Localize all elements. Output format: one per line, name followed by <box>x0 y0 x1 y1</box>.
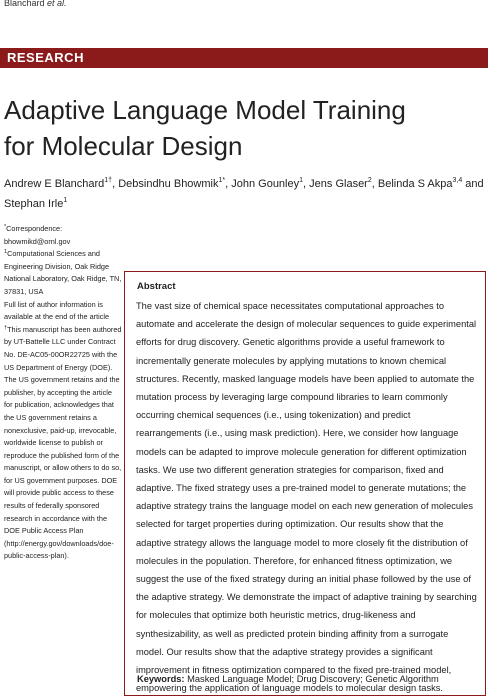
author: Stephan Irle$^1$ <box>4 197 68 210</box>
running-head <box>4 0 67 8</box>
author: John Gounley$^1$, <box>231 177 310 190</box>
paper-title <box>4 92 474 164</box>
title-line-1: Adaptive Language Model Training <box>4 95 406 125</box>
affiliation: $^1$Computational Sciences and Engineering Division, Oak Ridge National Laboratory, Oak Ridge, TN, 37831, USA <box>4 249 122 296</box>
full-list-note: Full list of author information is available at the end of the article <box>4 299 110 322</box>
funding-note: †This manuscript has been authored by UT-Battelle LLC under Contract No. DE-AC05-00OR22725 with the US Department of Energy (DOE). The US government retains and the publisher, by accepting the article for publication, acknowledges that the US government retains a nonexclusive, paid-up, irrevocable, worldwide license to publish or reproduce the published form of the manuscript, or allow others to do so, for US government purposes. DOE will provide public access to these results of federally sponsored research in accordance with the DOE Public Access Plan (http://energy.gov/downloads/doe-public-access-plan). <box>4 324 122 561</box>
running-head-author: Blanchard <box>4 0 45 8</box>
author-info-sidebar <box>4 223 122 563</box>
keywords-label: Keywords: <box>137 674 185 684</box>
abstract-text: The vast size of chemical space necessitates computational approaches to automate and accelerate the design of molecular sequences to guide experimental efforts for drug discovery. Genetic algorithms provide a useful framework to incrementally generate molecules by applying mutations to known chemical structures. Recently, masked language models have been applied to automate the mutation process by leveraging large compound libraries to learn commonly occurring chemical sequences (i.e., using tokenization) and predict rearrangements (i.e., using mask prediction). Here, we consider how language models can be adapted to improve molecule generation for different optimization tasks. We use two different generation strategies for comparison, fixed and adaptive. The fixed strategy uses a pre-trained model to generate mutations; the adaptive strategy trains the language model on each new generation of molecules selected for target properties during optimization. Our results show that the adaptive strategy allows the language model to more closely fit the distribution of molecules in the population. Therefore, for enhanced fitness optimization, we suggest the use of the fixed strategy during an initial phase followed by the use of the adaptive strategy. We demonstrate the impact of adaptive training by searching for molecules that optimize both heuristic metrics, drug-likeness and synthesizability, as well as predicted protein binding affinity from a surrogate model. Our results show that the adaptive strategy provides a significant improvement in fitness optimization compared to the fixed pre-trained model, empowering the application of language models to molecular design tasks. <box>136 301 477 694</box>
author-list <box>4 174 484 214</box>
abstract-heading: Abstract <box>137 281 176 292</box>
running-head-etal: et al. <box>47 0 67 8</box>
author: Debsindhu Bhowmik$^{1*}$, <box>118 177 232 190</box>
author: Belinda S Akpa$^{3,4}$ and <box>377 177 484 190</box>
correspondence: *Correspondence: <box>4 224 63 233</box>
section-label: RESEARCH <box>7 50 84 65</box>
author: Jens Glaser$^2$, <box>309 177 378 190</box>
author: Andrew E Blanchard$^{1\dagger}$, <box>4 177 119 190</box>
title-line-2: for Molecular Design <box>4 131 243 161</box>
keywords <box>137 674 479 684</box>
keywords-text: Masked Language Model; Drug Discovery; Genetic Algorithm <box>187 674 439 684</box>
section-banner <box>0 48 488 68</box>
correspondence-email[interactable]: bhowmikd@ornl.gov <box>4 236 71 246</box>
